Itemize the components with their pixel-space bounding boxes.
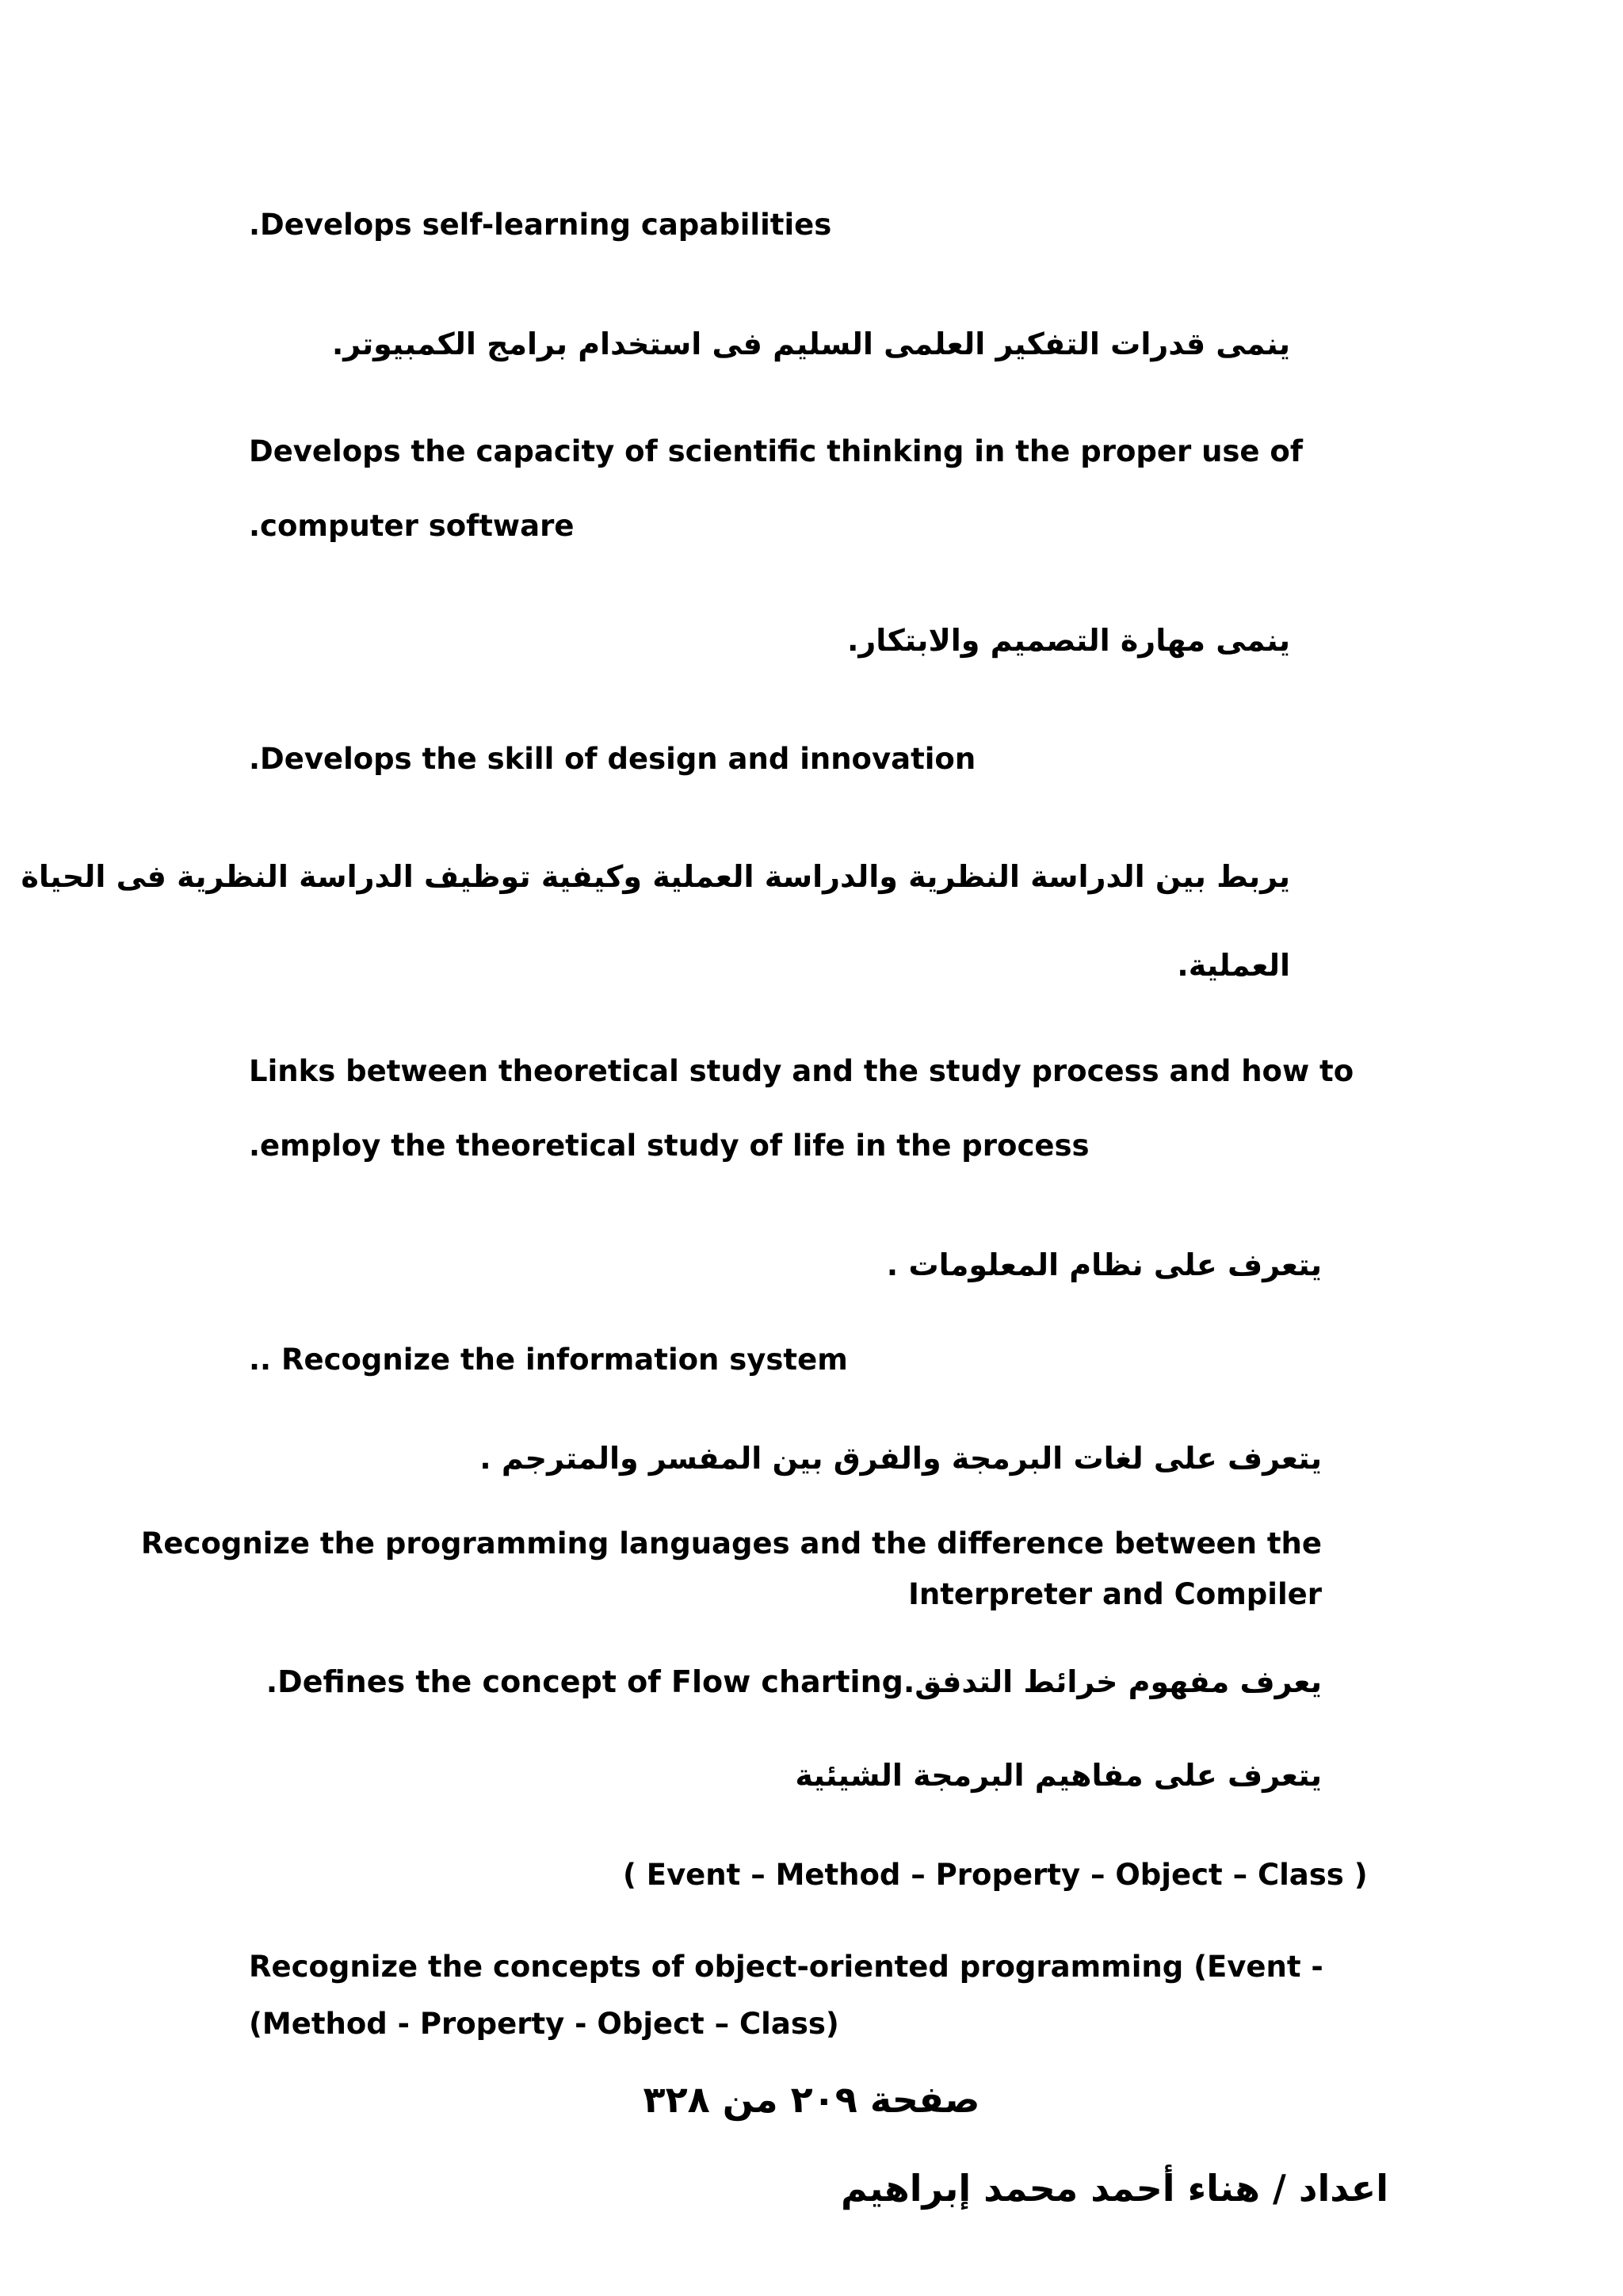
text-line: (Method - Property - Object – Class) bbox=[249, 2007, 839, 2041]
text-line: العملية. bbox=[1177, 948, 1290, 983]
page-number: صفحة ٢٠٩ من ٣٢٨ bbox=[643, 2078, 980, 2121]
text-line: يربط بين الدراسة النظرية والدراسة العملية وكيفية توظيف الدراسة النظرية فى الحياة bbox=[21, 859, 1290, 894]
author-credit: اعداد / هناء أحمد محمد إبراهيم bbox=[840, 2167, 1388, 2210]
text-line: Recognize the concepts of object-oriented programming (Event - bbox=[249, 1950, 1323, 1984]
text-line: .employ the theoretical study of life in the process bbox=[249, 1129, 1090, 1163]
text-line: يتعرف على نظام المعلومات . bbox=[886, 1247, 1322, 1282]
text-line: يتعرف على لغات البرمجة والفرق بين المفسر والمترجم . bbox=[479, 1441, 1322, 1476]
text-line: Recognize the programming languages and the difference between the bbox=[140, 1526, 1322, 1561]
text-line: .Develops the skill of design and innovation bbox=[249, 742, 976, 776]
text-line: ينمى مهارة التصميم والابتكار. bbox=[846, 623, 1290, 658]
text-line: Interpreter and Compiler bbox=[908, 1577, 1322, 1611]
text-line: .Develops self-learning capabilities bbox=[249, 208, 832, 242]
text-line: Links between theoretical study and the study process and how to bbox=[249, 1054, 1354, 1088]
text-line: يتعرف على مفاهيم البرمجة الشيئية bbox=[795, 1758, 1322, 1793]
text-line: .. Recognize the information system bbox=[249, 1343, 848, 1377]
text-line: .computer software bbox=[249, 509, 575, 543]
text-line: ( Event – Method – Property – Object – Class ) bbox=[623, 1858, 1368, 1892]
text-line: ينمى قدرات التفكير العلمى السليم فى استخدام برامج الكمبيوتر. bbox=[331, 327, 1290, 361]
text-line: يعرف مفهوم خرائط التدفق.Defines the concept of Flow charting. bbox=[265, 1664, 1322, 1699]
text-line: Develops the capacity of scientific thinking in the proper use of bbox=[249, 434, 1303, 468]
